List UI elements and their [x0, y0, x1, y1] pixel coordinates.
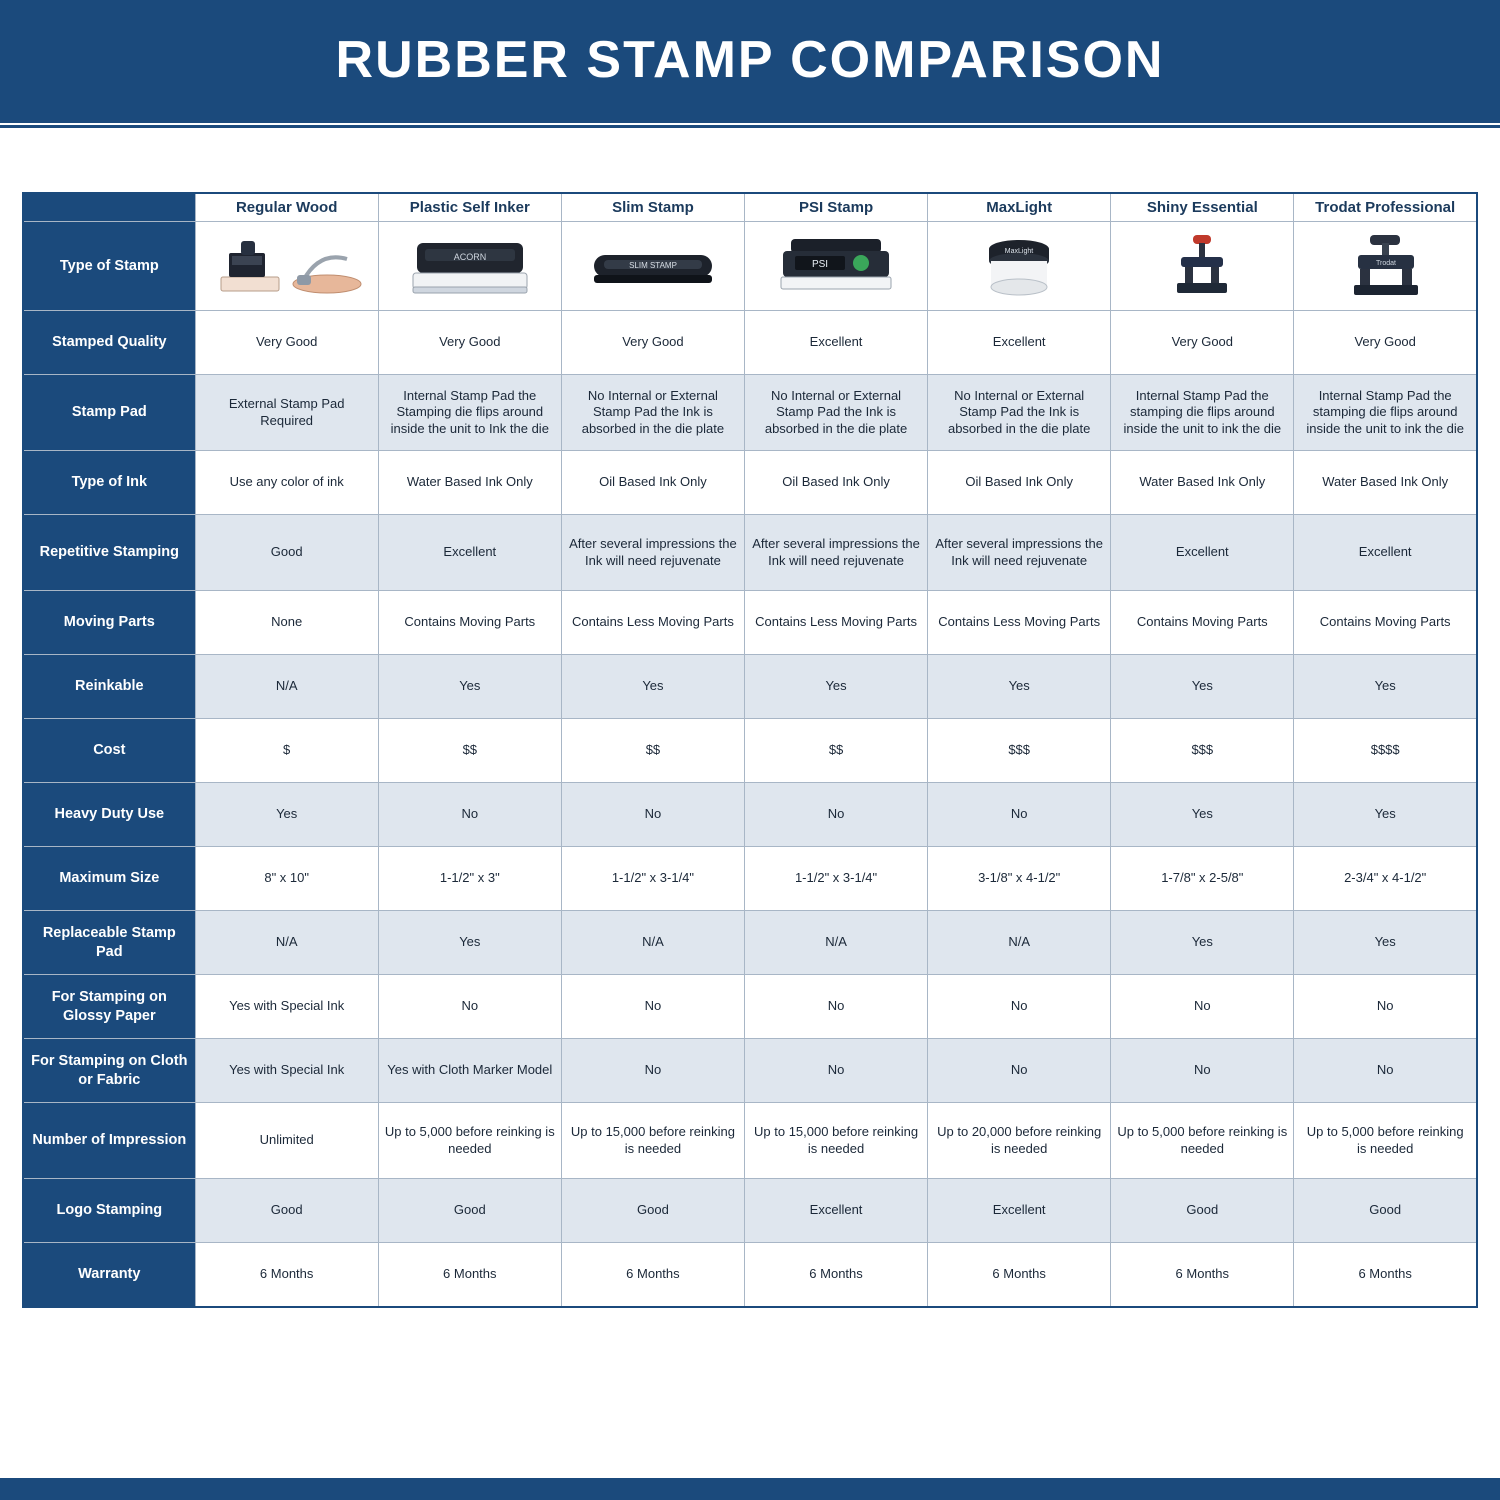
cell-type-of-ink-maxlight: Oil Based Ink Only — [928, 451, 1111, 515]
cell-cloth-or-fabric-shiny-essential: No — [1111, 1039, 1294, 1103]
row-label-heavy-duty-use: Heavy Duty Use — [23, 783, 195, 847]
svg-text:PSI: PSI — [811, 259, 829, 270]
header-banner — [0, 0, 1500, 120]
svg-text:Trodat: Trodat — [1376, 260, 1397, 267]
cell-glossy-paper-slim-stamp: No — [561, 975, 744, 1039]
cell-cost-plastic-self-inker: $$ — [378, 719, 561, 783]
table-row-type-of-stamp — [23, 222, 1477, 311]
cell-reinkable-trodat-professional: Yes — [1294, 655, 1477, 719]
column-header-plastic-self-inker: Plastic Self Inker — [378, 193, 561, 222]
cell-repetitive-stamping-psi-stamp: After several impressions the Ink will need rejuvenate — [744, 515, 927, 591]
table-row-cloth-or-fabric — [23, 1039, 1477, 1103]
cell-warranty-regular-wood: 6 Months — [195, 1243, 378, 1307]
cell-type-of-ink-slim-stamp: Oil Based Ink Only — [561, 451, 744, 515]
cell-maximum-size-maxlight: 3-1/8" x 4-1/2" — [928, 847, 1111, 911]
comparison-table-wrapper — [22, 192, 1478, 1308]
cell-stamp-pad-shiny-essential: Internal Stamp Pad the stamping die flips around inside the unit to ink the die — [1111, 375, 1294, 451]
cell-image-plastic-self-inker — [378, 222, 561, 311]
cell-moving-parts-psi-stamp: Contains Less Moving Parts — [744, 591, 927, 655]
shiny-essential-stamp-icon — [1117, 227, 1287, 305]
cell-moving-parts-regular-wood: None — [195, 591, 378, 655]
cell-glossy-paper-regular-wood: Yes with Special Ink — [195, 975, 378, 1039]
psi-stamp-icon — [751, 227, 921, 305]
cell-warranty-shiny-essential: 6 Months — [1111, 1243, 1294, 1307]
table-row-number-of-impression — [23, 1103, 1477, 1179]
cell-image-trodat-professional — [1294, 222, 1477, 311]
cell-logo-stamping-plastic-self-inker: Good — [378, 1179, 561, 1243]
cell-replaceable-stamp-pad-shiny-essential: Yes — [1111, 911, 1294, 975]
svg-text:SLIM STAMP: SLIM STAMP — [628, 261, 677, 270]
cell-logo-stamping-trodat-professional: Good — [1294, 1179, 1477, 1243]
cell-number-of-impression-regular-wood: Unlimited — [195, 1103, 378, 1179]
table-row-replaceable-stamp-pad — [23, 911, 1477, 975]
footer-banner — [0, 1478, 1500, 1500]
cell-cost-psi-stamp: $$ — [744, 719, 927, 783]
cell-number-of-impression-trodat-professional: Up to 5,000 before reinking is needed — [1294, 1103, 1477, 1179]
cell-cloth-or-fabric-trodat-professional: No — [1294, 1039, 1477, 1103]
cell-image-psi-stamp — [744, 222, 927, 311]
cell-warranty-psi-stamp: 6 Months — [744, 1243, 927, 1307]
table-row-cost — [23, 719, 1477, 783]
cell-cost-shiny-essential: $$$ — [1111, 719, 1294, 783]
cell-glossy-paper-trodat-professional: No — [1294, 975, 1477, 1039]
cell-glossy-paper-plastic-self-inker: No — [378, 975, 561, 1039]
cell-type-of-ink-psi-stamp: Oil Based Ink Only — [744, 451, 927, 515]
row-label-type-of-stamp: Type of Stamp — [23, 222, 195, 311]
table-row-warranty — [23, 1243, 1477, 1307]
row-label-glossy-paper: For Stamping on Glossy Paper — [23, 975, 195, 1039]
cell-heavy-duty-use-psi-stamp: No — [744, 783, 927, 847]
cell-glossy-paper-maxlight: No — [928, 975, 1111, 1039]
cell-repetitive-stamping-trodat-professional: Excellent — [1294, 515, 1477, 591]
cell-stamp-pad-slim-stamp: No Internal or External Stamp Pad the Ink is absorbed in the die plate — [561, 375, 744, 451]
cell-logo-stamping-maxlight: Excellent — [928, 1179, 1111, 1243]
row-label-replaceable-stamp-pad: Replaceable Stamp Pad — [23, 911, 195, 975]
cell-moving-parts-plastic-self-inker: Contains Moving Parts — [378, 591, 561, 655]
cell-logo-stamping-shiny-essential: Good — [1111, 1179, 1294, 1243]
cell-reinkable-plastic-self-inker: Yes — [378, 655, 561, 719]
cell-type-of-ink-trodat-professional: Water Based Ink Only — [1294, 451, 1477, 515]
table-row-logo-stamping — [23, 1179, 1477, 1243]
cell-logo-stamping-slim-stamp: Good — [561, 1179, 744, 1243]
row-label-logo-stamping: Logo Stamping — [23, 1179, 195, 1243]
cell-replaceable-stamp-pad-trodat-professional: Yes — [1294, 911, 1477, 975]
cell-glossy-paper-psi-stamp: No — [744, 975, 927, 1039]
cell-stamped-quality-psi-stamp: Excellent — [744, 311, 927, 375]
cell-cloth-or-fabric-slim-stamp: No — [561, 1039, 744, 1103]
cell-cloth-or-fabric-psi-stamp: No — [744, 1039, 927, 1103]
cell-heavy-duty-use-shiny-essential: Yes — [1111, 783, 1294, 847]
cell-replaceable-stamp-pad-plastic-self-inker: Yes — [378, 911, 561, 975]
cell-warranty-trodat-professional: 6 Months — [1294, 1243, 1477, 1307]
cell-logo-stamping-psi-stamp: Excellent — [744, 1179, 927, 1243]
cell-reinkable-regular-wood: N/A — [195, 655, 378, 719]
cell-moving-parts-maxlight: Contains Less Moving Parts — [928, 591, 1111, 655]
column-header-regular-wood: Regular Wood — [195, 193, 378, 222]
cell-type-of-ink-shiny-essential: Water Based Ink Only — [1111, 451, 1294, 515]
corner-cell — [23, 193, 195, 222]
cell-number-of-impression-maxlight: Up to 20,000 before reinking is needed — [928, 1103, 1111, 1179]
page-title: RUBBER STAMP COMPARISON — [335, 31, 1165, 89]
table-row-heavy-duty-use — [23, 783, 1477, 847]
table-row-stamp-pad — [23, 375, 1477, 451]
row-label-stamped-quality: Stamped Quality — [23, 311, 195, 375]
comparison-table — [22, 192, 1478, 1308]
plastic-self-inker-icon — [385, 227, 555, 305]
table-row-glossy-paper — [23, 975, 1477, 1039]
cell-logo-stamping-regular-wood: Good — [195, 1179, 378, 1243]
cell-image-maxlight — [928, 222, 1111, 311]
cell-maximum-size-trodat-professional: 2-3/4" x 4-1/2" — [1294, 847, 1477, 911]
cell-maximum-size-shiny-essential: 1-7/8" x 2-5/8" — [1111, 847, 1294, 911]
cell-warranty-slim-stamp: 6 Months — [561, 1243, 744, 1307]
cell-heavy-duty-use-slim-stamp: No — [561, 783, 744, 847]
cell-type-of-ink-plastic-self-inker: Water Based Ink Only — [378, 451, 561, 515]
cell-replaceable-stamp-pad-maxlight: N/A — [928, 911, 1111, 975]
row-label-repetitive-stamping: Repetitive Stamping — [23, 515, 195, 591]
table-header-row — [23, 193, 1477, 222]
slim-stamp-icon — [568, 227, 738, 305]
column-header-slim-stamp: Slim Stamp — [561, 193, 744, 222]
cell-cost-regular-wood: $ — [195, 719, 378, 783]
cell-cost-maxlight: $$$ — [928, 719, 1111, 783]
cell-cloth-or-fabric-regular-wood: Yes with Special Ink — [195, 1039, 378, 1103]
cell-repetitive-stamping-regular-wood: Good — [195, 515, 378, 591]
cell-reinkable-slim-stamp: Yes — [561, 655, 744, 719]
cell-number-of-impression-psi-stamp: Up to 15,000 before reinking is needed — [744, 1103, 927, 1179]
cell-maximum-size-plastic-self-inker: 1-1/2" x 3" — [378, 847, 561, 911]
column-header-maxlight: MaxLight — [928, 193, 1111, 222]
cell-stamped-quality-slim-stamp: Very Good — [561, 311, 744, 375]
column-header-psi-stamp: PSI Stamp — [744, 193, 927, 222]
table-row-reinkable — [23, 655, 1477, 719]
row-label-reinkable: Reinkable — [23, 655, 195, 719]
wood-stamp-icon — [202, 227, 372, 305]
row-label-warranty: Warranty — [23, 1243, 195, 1307]
table-row-repetitive-stamping — [23, 515, 1477, 591]
maxlight-stamp-icon — [934, 227, 1104, 305]
cell-image-shiny-essential — [1111, 222, 1294, 311]
table-row-type-of-ink — [23, 451, 1477, 515]
cell-number-of-impression-shiny-essential: Up to 5,000 before reinking is needed — [1111, 1103, 1294, 1179]
cell-stamped-quality-shiny-essential: Very Good — [1111, 311, 1294, 375]
cell-heavy-duty-use-plastic-self-inker: No — [378, 783, 561, 847]
cell-heavy-duty-use-maxlight: No — [928, 783, 1111, 847]
cell-type-of-ink-regular-wood: Use any color of ink — [195, 451, 378, 515]
cell-repetitive-stamping-plastic-self-inker: Excellent — [378, 515, 561, 591]
cell-cost-trodat-professional: $$$$ — [1294, 719, 1477, 783]
trodat-professional-stamp-icon — [1300, 227, 1470, 305]
cell-reinkable-shiny-essential: Yes — [1111, 655, 1294, 719]
cell-repetitive-stamping-slim-stamp: After several impressions the Ink will need rejuvenate — [561, 515, 744, 591]
cell-number-of-impression-slim-stamp: Up to 15,000 before reinking is needed — [561, 1103, 744, 1179]
cell-reinkable-psi-stamp: Yes — [744, 655, 927, 719]
cell-replaceable-stamp-pad-psi-stamp: N/A — [744, 911, 927, 975]
cell-warranty-maxlight: 6 Months — [928, 1243, 1111, 1307]
svg-text:MaxLight: MaxLight — [1004, 248, 1034, 255]
cell-stamp-pad-regular-wood: External Stamp Pad Required — [195, 375, 378, 451]
cell-moving-parts-trodat-professional: Contains Moving Parts — [1294, 591, 1477, 655]
cell-moving-parts-shiny-essential: Contains Moving Parts — [1111, 591, 1294, 655]
cell-repetitive-stamping-maxlight: After several impressions the Ink will need rejuvenate — [928, 515, 1111, 591]
cell-stamp-pad-trodat-professional: Internal Stamp Pad the stamping die flips around inside the unit to ink the die — [1294, 375, 1477, 451]
cell-stamp-pad-psi-stamp: No Internal or External Stamp Pad the Ink is absorbed in the die plate — [744, 375, 927, 451]
cell-maximum-size-slim-stamp: 1-1/2" x 3-1/4" — [561, 847, 744, 911]
table-row-stamped-quality — [23, 311, 1477, 375]
cell-warranty-plastic-self-inker: 6 Months — [378, 1243, 561, 1307]
header-divider — [0, 120, 1500, 128]
cell-number-of-impression-plastic-self-inker: Up to 5,000 before reinking is needed — [378, 1103, 561, 1179]
cell-cloth-or-fabric-plastic-self-inker: Yes with Cloth Marker Model — [378, 1039, 561, 1103]
cell-reinkable-maxlight: Yes — [928, 655, 1111, 719]
cell-stamp-pad-maxlight: No Internal or External Stamp Pad the Ink is absorbed in the die plate — [928, 375, 1111, 451]
table-row-moving-parts — [23, 591, 1477, 655]
cell-stamped-quality-maxlight: Excellent — [928, 311, 1111, 375]
cell-repetitive-stamping-shiny-essential: Excellent — [1111, 515, 1294, 591]
row-label-moving-parts: Moving Parts — [23, 591, 195, 655]
cell-replaceable-stamp-pad-regular-wood: N/A — [195, 911, 378, 975]
row-label-maximum-size: Maximum Size — [23, 847, 195, 911]
row-label-number-of-impression: Number of Impression — [23, 1103, 195, 1179]
cell-moving-parts-slim-stamp: Contains Less Moving Parts — [561, 591, 744, 655]
cell-maximum-size-regular-wood: 8" x 10" — [195, 847, 378, 911]
cell-glossy-paper-shiny-essential: No — [1111, 975, 1294, 1039]
cell-stamped-quality-trodat-professional: Very Good — [1294, 311, 1477, 375]
row-label-cloth-or-fabric: For Stamping on Cloth or Fabric — [23, 1039, 195, 1103]
cell-heavy-duty-use-regular-wood: Yes — [195, 783, 378, 847]
cell-stamped-quality-regular-wood: Very Good — [195, 311, 378, 375]
row-label-stamp-pad: Stamp Pad — [23, 375, 195, 451]
column-header-shiny-essential: Shiny Essential — [1111, 193, 1294, 222]
cell-stamped-quality-plastic-self-inker: Very Good — [378, 311, 561, 375]
row-label-type-of-ink: Type of Ink — [23, 451, 195, 515]
cell-cost-slim-stamp: $$ — [561, 719, 744, 783]
cell-image-slim-stamp — [561, 222, 744, 311]
cell-heavy-duty-use-trodat-professional: Yes — [1294, 783, 1477, 847]
cell-image-regular-wood — [195, 222, 378, 311]
row-label-cost: Cost — [23, 719, 195, 783]
column-header-trodat-professional: Trodat Professional — [1294, 193, 1477, 222]
cell-maximum-size-psi-stamp: 1-1/2" x 3-1/4" — [744, 847, 927, 911]
table-row-maximum-size — [23, 847, 1477, 911]
cell-stamp-pad-plastic-self-inker: Internal Stamp Pad the Stamping die flips around inside the unit to Ink the die — [378, 375, 561, 451]
cell-replaceable-stamp-pad-slim-stamp: N/A — [561, 911, 744, 975]
cell-cloth-or-fabric-maxlight: No — [928, 1039, 1111, 1103]
svg-text:ACORN: ACORN — [453, 252, 487, 262]
